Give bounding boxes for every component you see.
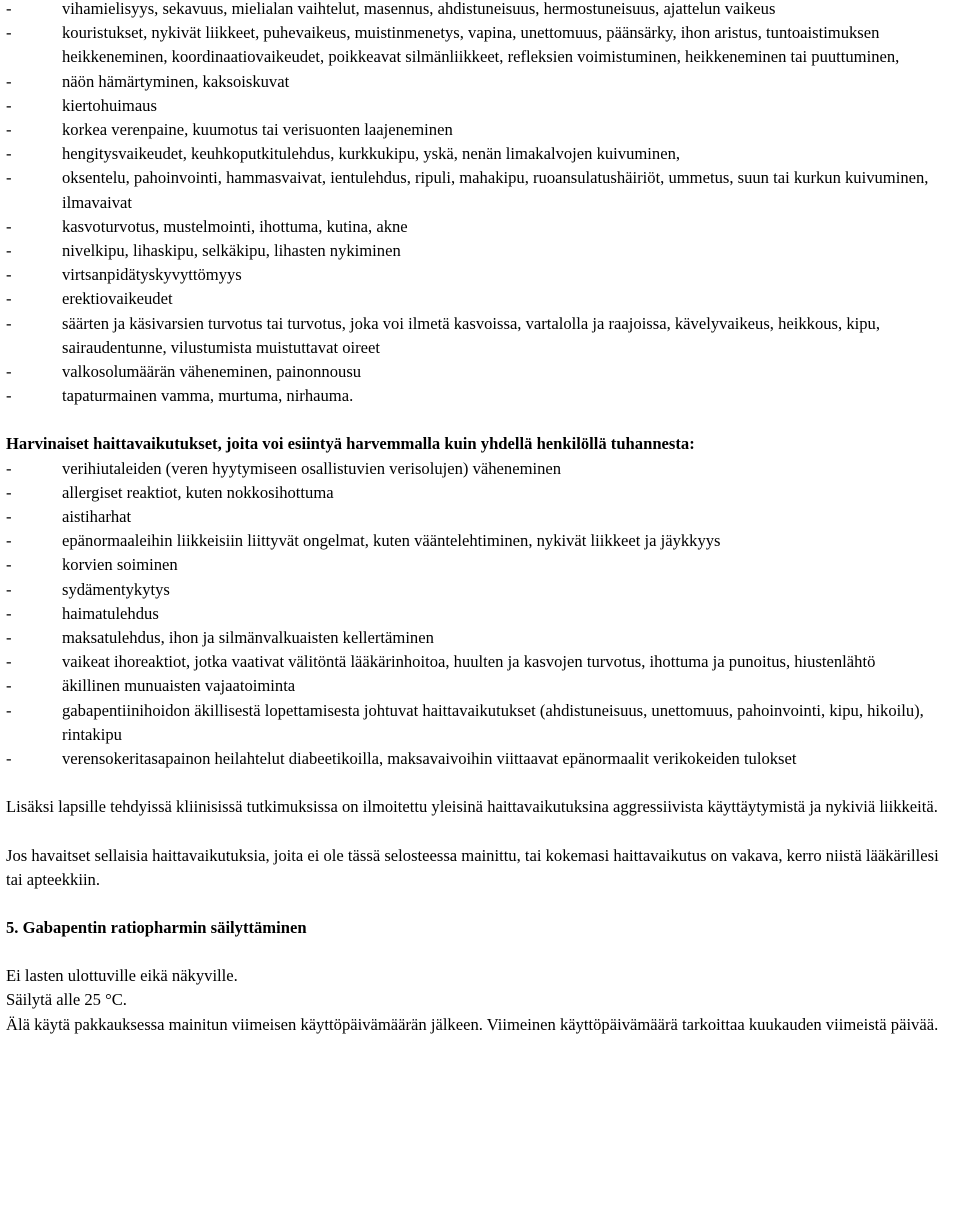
list-item [6, 481, 956, 505]
list-item-text: näön hämärtyminen, kaksoiskuvat [62, 71, 290, 91]
dash-bullet: - [6, 0, 12, 18]
spacer [6, 820, 956, 844]
list-item-text: korvien soiminen [62, 555, 178, 575]
dash-bullet: - [6, 579, 12, 599]
dash-bullet: - [6, 168, 12, 188]
dash-bullet: - [6, 265, 12, 285]
list-item [6, 650, 956, 674]
list-item [6, 578, 956, 602]
list-item-text: korkea verenpaine, kuumotus tai verisuonten laajeneminen [62, 120, 453, 140]
dash-bullet: - [6, 120, 12, 140]
list-item-text: virtsanpidätyskyvyttömyys [62, 265, 242, 285]
storage-line: Ei lasten ulottuville eikä näkyville. [6, 966, 238, 986]
list-item-text: erektiovaikeudet [62, 289, 173, 309]
rare-side-effects-heading: Harvinaiset haittavaikutukset, joita voi esiintyä harvemmalla kuin yhdellä henkilöllä tuhannesta: [6, 434, 695, 454]
list-item-text: valkosolumäärän väheneminen, painonnousu [62, 362, 362, 382]
dash-bullet: - [6, 507, 12, 527]
list-item [6, 553, 956, 577]
list-item-text: kiertohuimaus [62, 95, 157, 115]
dash-bullet: - [6, 652, 12, 672]
storage-line: Säilytä alle 25 °C. [6, 990, 127, 1010]
spacer [6, 408, 956, 432]
dash-bullet: - [6, 386, 12, 406]
list-item-text: äkillinen munuaisten vajaatoiminta [62, 676, 296, 696]
dash-bullet: - [6, 71, 12, 91]
list-item-text: vihamielisyys, sekavuus, mielialan vaihtelut, masennus, ahdistuneisuus, hermostuneisuus, ajattelun vaikeus [62, 0, 776, 18]
dash-bullet: - [6, 313, 12, 333]
list-item [6, 699, 956, 747]
list-item [6, 674, 956, 698]
list-item-text: maksatulehdus, ihon ja silmänvalkuaisten kellertäminen [62, 628, 434, 648]
list-item-text: oksentelu, pahoinvointi, hammasvaivat, ientulehdus, ripuli, mahakipu, ruoansulatushäiriöt, ummetus, suun tai kurkun kuivuminen, ilmavaivat [62, 168, 929, 212]
document-page [6, 0, 956, 1037]
list-item-text: tapaturmainen vamma, murtuma, nirhauma. [62, 386, 354, 406]
list-item [6, 602, 956, 626]
list-item-text: sydämentykytys [62, 579, 170, 599]
storage-line: Älä käytä pakkauksessa mainitun viimeisen käyttöpäivämäärän jälkeen. Viimeinen käyttöpäivämäärä tarkoittaa kuukauden viimeistä päivää. [6, 1014, 939, 1034]
dash-bullet: - [6, 555, 12, 575]
list-item [6, 142, 956, 166]
list-item [6, 21, 956, 69]
dash-bullet: - [6, 749, 12, 769]
list-item-text: allergiset reaktiot, kuten nokkosihottuma [62, 482, 334, 502]
list-item-text: säärten ja käsivarsien turvotus tai turvotus, joka voi ilmetä kasvoissa, vartalolla ja raajoissa, kävelyvaikeus, heikkous, kipu, sairaudentunne, vilustumista muistuttavat oireet [62, 313, 880, 357]
list-item-text: vaikeat ihoreaktiot, jotka vaativat välitöntä lääkärinhoitoa, huulten ja kasvojen turvotus, ihottuma ja punoitus, hiustenlähtö [62, 652, 876, 672]
list-item [6, 505, 956, 529]
list-item [6, 118, 956, 142]
dash-bullet: - [6, 95, 12, 115]
list-item-text: verihiutaleiden (veren hyytymiseen osallistuvien verisolujen) väheneminen [62, 458, 562, 478]
list-item [6, 360, 956, 384]
list-item [6, 747, 956, 771]
dash-bullet: - [6, 144, 12, 164]
dash-bullet: - [6, 603, 12, 623]
dash-bullet: - [6, 700, 12, 720]
list-item [6, 457, 956, 481]
list-item [6, 70, 956, 94]
list-item [6, 0, 956, 21]
spacer [6, 940, 956, 964]
section-5-heading: 5. Gabapentin ratiopharmin säilyttäminen [6, 917, 307, 937]
children-side-effects-paragraph: Lisäksi lapsille tehdyissä kliinisissä tutkimuksissa on ilmoitettu yleisinä haittavaikutuksina aggressiivista käyttäytymistä ja nykiviä liikkeitä. [6, 797, 938, 817]
dash-bullet: - [6, 482, 12, 502]
list-item [6, 239, 956, 263]
dash-bullet: - [6, 676, 12, 696]
side-effects-list-common [6, 0, 956, 408]
list-item [6, 166, 956, 214]
list-item [6, 94, 956, 118]
list-item-text: kasvoturvotus, mustelmointi, ihottuma, kutina, akne [62, 216, 408, 236]
side-effects-list-rare [6, 457, 956, 772]
list-item-text: aistiharhat [62, 507, 132, 527]
list-item-text: hengitysvaikeudet, keuhkoputkitulehdus, kurkkukipu, yskä, nenän limakalvojen kuivuminen, [62, 144, 681, 164]
dash-bullet: - [6, 241, 12, 261]
list-item [6, 312, 956, 360]
list-item-text: verensokeritasapainon heilahtelut diabeetikoilla, maksavaivoihin viittaavat epänormaalit verikokeiden tulokset [62, 749, 797, 769]
list-item [6, 384, 956, 408]
dash-bullet: - [6, 531, 12, 551]
list-item [6, 215, 956, 239]
list-item-text: nivelkipu, lihaskipu, selkäkipu, lihasten nykiminen [62, 241, 401, 261]
dash-bullet: - [6, 628, 12, 648]
list-item-text: epänormaaleihin liikkeisiin liittyvät ongelmat, kuten vääntelehtiminen, nykivät liikkeet ja jäykkyys [62, 531, 721, 551]
list-item [6, 529, 956, 553]
list-item [6, 263, 956, 287]
spacer [6, 892, 956, 916]
dash-bullet: - [6, 23, 12, 43]
dash-bullet: - [6, 289, 12, 309]
list-item [6, 287, 956, 311]
dash-bullet: - [6, 216, 12, 236]
report-side-effects-paragraph: Jos havaitset sellaisia haittavaikutuksia, joita ei ole tässä selosteessa mainittu, tai kokemasi haittavaikutus on vakava, kerro niistä lääkärillesi tai apteekkiin. [6, 845, 939, 889]
list-item-text: kouristukset, nykivät liikkeet, puhevaikeus, muistinmenetys, vapina, unettomuus, päänsärky, ihon aristus, tuntoaistimuksen heikkeneminen, koordinaatiovaikeudet, poikkeavat silmänliikkeet, refleksien voimistuminen, heikkeneminen tai puuttuminen, [62, 23, 900, 67]
list-item-text: haimatulehdus [62, 603, 159, 623]
list-item [6, 626, 956, 650]
dash-bullet: - [6, 458, 12, 478]
list-item-text: gabapentiinihoidon äkillisestä lopettamisesta johtuvat haittavaikutukset (ahdistuneisuus, unettomuus, pahoinvointi, kipu, hikoilu), rintakipu [62, 700, 924, 744]
dash-bullet: - [6, 362, 12, 382]
spacer [6, 771, 956, 795]
